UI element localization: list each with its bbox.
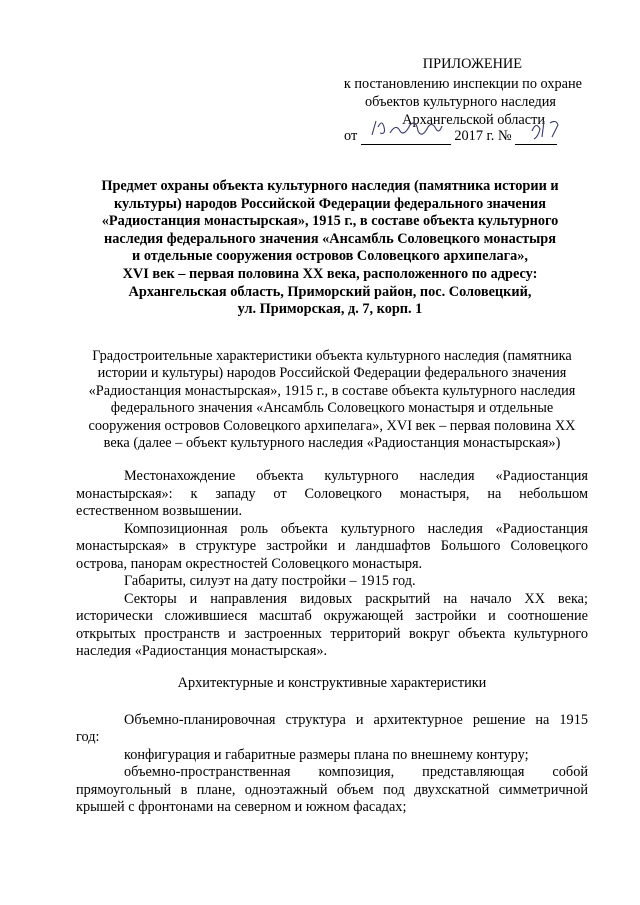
appendix-title: ПРИЛОЖЕНИЕ <box>422 56 522 72</box>
body-line: Местонахождение объекта культурного наследия «Радиостанция <box>124 468 588 484</box>
title-line: Архангельская область, Приморский район, пос. Соловецкий, <box>128 283 532 300</box>
title-line: «Радиостанция монастырская», 1915 г., в составе объекта культурного <box>101 213 559 230</box>
urban-line: «Радиостанция монастырская», 1915 г., в составе объекта культурного наследия <box>88 382 576 399</box>
document-title <box>72 178 588 319</box>
body-line: монастырская» в структуре застройки и ландшафтов Большого Соловецкого <box>76 538 588 554</box>
body-line: исторически сложившиеся масштаб окружающей застройки и соотношение <box>76 608 588 624</box>
title-line: культуры) народов Российской Федерации федерального значения <box>114 195 546 212</box>
section-heading: Архитектурные и конструктивные характеристики <box>177 675 487 691</box>
title-line: XVI век – первая половина XX века, расположенного по адресу: <box>122 265 538 282</box>
body-line: Секторы и направления видовых раскрытий на начало XX века; <box>124 591 588 607</box>
body-line: открытых пространств и застроенных территорий вокруг объекта культурного <box>76 626 588 642</box>
urban-line: сооружения островов Соловецкого архипелага», XVI век – первая половина XX <box>88 417 576 434</box>
title-line: и отдельные сооружения островов Соловецкого архипелага», <box>132 248 528 265</box>
handwritten-number-signature <box>528 117 568 141</box>
body-line: конфигурация и габаритные размеры плана по внешнему контуру; <box>124 747 529 763</box>
urban-line: истории и культуры) народов Российской Федерации федерального значения <box>97 365 567 382</box>
date-suffix: 2017 г. № <box>454 128 512 144</box>
body-line: Габариты, силуэт на дату постройки – 1915 год. <box>124 573 416 589</box>
title-line: ул. Приморская, д. 7, корп. 1 <box>237 301 423 318</box>
title-line: Предмет охраны объекта культурного наследия (памятника истории и <box>101 178 559 194</box>
body-line: Композиционная роль объекта культурного наследия «Радиостанция <box>124 521 588 537</box>
body-line: крышей с фронтонами на северном и южном фасадах; <box>76 799 407 815</box>
body-line: естественном возвышении. <box>76 503 243 519</box>
urban-line: федерального значения «Ансамбль Соловецкого монастыря и отдельные <box>110 400 554 417</box>
appendix-line-3: Архангельской области <box>402 112 545 128</box>
body-line: Объемно-планировочная структура и архитектурное решение на 1915 <box>124 712 588 728</box>
body-line: острова, панорам окрестностей Соловецкого монастыря. <box>76 556 423 572</box>
body-line: год: <box>76 729 100 745</box>
title-line: наследия федерального значения «Ансамбль Соловецкого монастыря <box>104 230 556 247</box>
urban-line: Градостроительные характеристики объекта культурного наследия (памятника <box>92 348 572 364</box>
appendix-line-2: объектов культурного наследия <box>365 94 556 110</box>
date-prefix: от <box>344 128 358 144</box>
body-line: наследия «Радиостанция монастырская». <box>76 643 328 659</box>
body-line: объемно-пространственная композиция, представляющая собой <box>124 764 588 780</box>
body-line: монастырская»: к западу от Соловецкого монастыря, на небольшом <box>76 486 588 502</box>
urban-line: века (далее – объект культурного наследия «Радиостанция монастырская») <box>103 435 561 452</box>
appendix-line-1: к постановлению инспекции по охране <box>343 76 582 92</box>
handwritten-date-signature <box>368 117 448 141</box>
urban-characteristics-heading <box>76 348 588 452</box>
body-line: прямоугольный в плане, одноэтажный объем под двухскатной симметричной <box>76 782 588 798</box>
